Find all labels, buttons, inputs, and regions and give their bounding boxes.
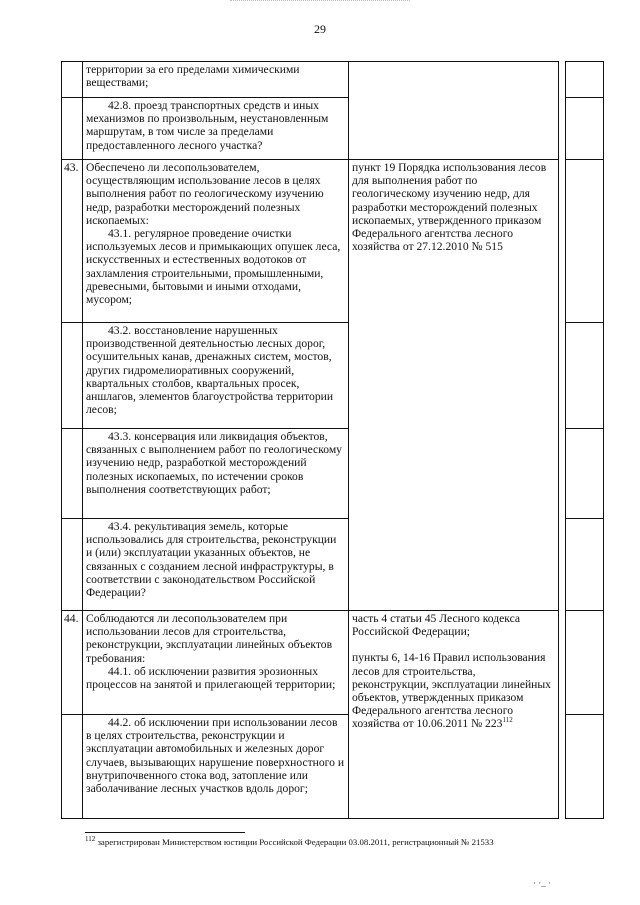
legal-reference	[349, 519, 559, 611]
footnote-ref: 112	[502, 716, 513, 725]
table-row	[62, 98, 604, 160]
table-row	[62, 160, 604, 323]
row-number	[62, 519, 83, 611]
footnote-number: 112	[85, 835, 96, 844]
question-text: 44.2. об исключении при использовании лесов в целях строительства, реконструкции и эксплуатации автомобильных и железных дорог случаев, вызывающих нарушение поверхностного и внутрипочвенного стока вод, затопление или заболачивание лесных участков вдоль дорог;	[83, 715, 349, 819]
question-text: территории за его пределами химическими веществами;	[83, 62, 349, 98]
question-text: Обеспечено ли лесопользователем, осуществляющим использование лесов в целях выполнения работ по геологическому изучению недр, разработки месторождений полезных ископаемых:	[86, 161, 324, 227]
legal-reference	[349, 62, 559, 98]
table-row	[62, 611, 604, 715]
legal-reference: часть 4 статьи 45 Лесного кодекса Российской Федерации;	[352, 612, 521, 639]
row-number: 43.	[62, 160, 83, 323]
table-row	[62, 323, 604, 429]
question-text: Соблюдаются ли лесопользователем при использовании лесов для строительства, реконструкции, эксплуатации линейных объектов требования:	[86, 612, 333, 665]
footnote-text: зарегистрирован Министерством юстиции Российской Федерации 03.08.2011, регистрационный № 21533	[95, 837, 494, 847]
legal-reference-cell	[349, 611, 559, 819]
answer-box	[566, 160, 604, 323]
question-text: 42.8. проезд транспортных средств и иных механизмов по произвольным, неустановленным маршрутам, в том числе за пределами предоставленного лесного участка?	[83, 98, 349, 160]
legal-reference	[349, 98, 559, 160]
question-text: 43.3. консервация или ликвидация объектов, связанных с выполнением работ по геологическому изучению недр, разработкой месторождений полезных ископаемых, по истечении сроков выполнения соответствующих работ;	[83, 429, 349, 519]
row-number	[62, 98, 83, 160]
answer-box	[566, 611, 604, 715]
answer-box	[566, 98, 604, 160]
legal-reference: пункт 19 Порядка использования лесов для выполнения работ по геологическому изучению недр, для разработки месторождений полезных ископаемых, утвержденного приказом Федерального агентства лесного хозяйства от 27.12.2010 № 515	[349, 160, 559, 323]
row-number	[62, 429, 83, 519]
question-cell	[83, 611, 349, 715]
question-text: 43.4. рекультивация земель, которые использовались для строительства, реконструкции и (или) эксплуатации указанных объектов, не связанных с созданием лесной инфраструктуры, в соответствии с законодательством Российской Федерации?	[83, 519, 349, 611]
legal-reference	[349, 323, 559, 429]
row-number	[62, 715, 83, 819]
checklist-table	[61, 61, 604, 819]
footnote-divider	[85, 832, 245, 833]
row-number: 44.	[62, 611, 83, 715]
answer-box	[566, 519, 604, 611]
page-number: 29	[314, 22, 326, 36]
footnote	[85, 837, 625, 848]
legal-reference-2: пункты 6, 14-16 Правил использования лесов для строительства, реконструкции, эксплуатации линейных объектов, утвержденных приказом Федерального агентства лесного хозяйства от 10.06.2011 № $223^{112}$	[352, 651, 551, 731]
question-subitem: 43.1. регулярное проведение очистки используемых лесов и примыкающих опушек леса, искусственных и естественных водотоков от захламления строительными, промышленными, древесными, бытовыми и иными отходами, мусором;	[86, 227, 341, 307]
table-row	[62, 429, 604, 519]
answer-box	[566, 429, 604, 519]
legal-reference	[349, 429, 559, 519]
question-subitem: 44.1. об исключении развития эрозионных процессов на занятой и прилегающей территории;	[86, 664, 336, 692]
table-row	[62, 519, 604, 611]
question-text: 43.2. восстановление нарушенных производственной деятельностью лесных дорог, осушительных канав, дренажных систем, мостов, других гидромелиоративных сооружений, квартальных столбов, квартальных просек, аншлагов, элементов благоустройства территории лесов;	[83, 323, 349, 429]
question-cell	[83, 160, 349, 323]
answer-box	[566, 62, 604, 98]
table-row	[62, 62, 604, 98]
row-number	[62, 62, 83, 98]
row-number	[62, 323, 83, 429]
answer-box	[566, 323, 604, 429]
answer-box	[566, 715, 604, 819]
scan-top-mark	[230, 0, 410, 2]
scan-marks: · ·_ ·	[533, 878, 551, 888]
